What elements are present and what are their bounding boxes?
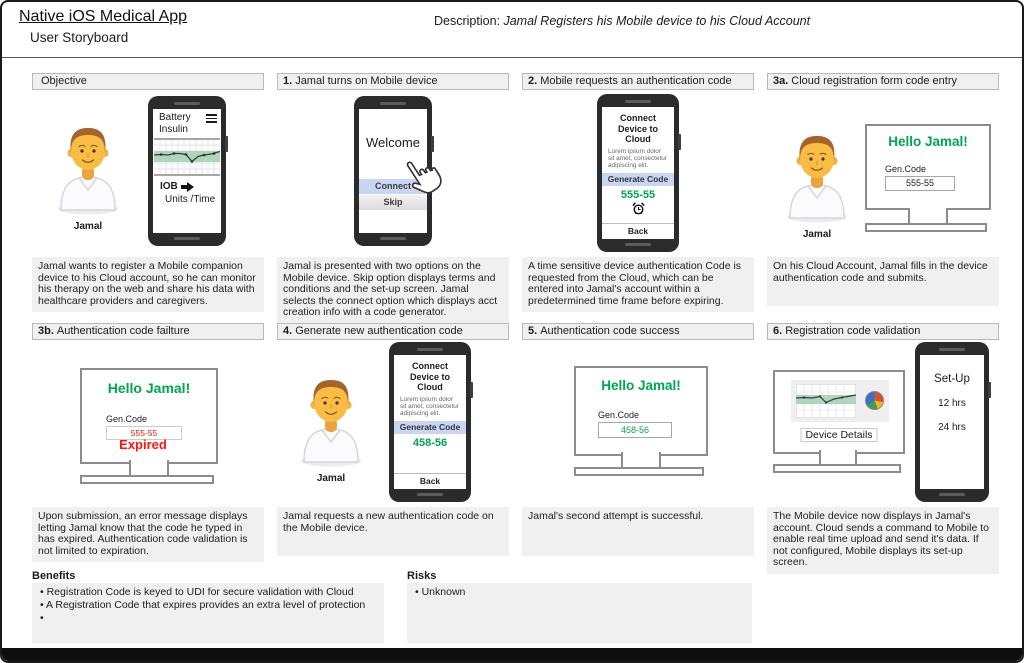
phone-screen <box>920 355 984 489</box>
panel-caption: Jamal wants to register a Mobile companion device to his Cloud account, so he can monitor his therapy on the web and share his data with healthcare providers and caregivers. <box>32 257 264 312</box>
panel-number: 5. <box>528 325 538 337</box>
monitor-base <box>773 464 901 473</box>
panel-caption: On his Cloud Account, Jamal fills in the device authentication code and submits. <box>767 257 999 306</box>
person-illustration <box>778 132 856 224</box>
generate-code-button[interactable]: Generate Code <box>602 173 674 186</box>
panel-art <box>277 342 509 507</box>
panel-4-new-code <box>277 323 509 556</box>
phone-side-button <box>225 136 228 152</box>
panel-title: Objective <box>41 75 87 87</box>
phone-screen <box>602 107 674 239</box>
connect-device-title: Connect Device to Cloud <box>617 113 659 144</box>
gen-code-label: Gen.Code <box>885 164 927 174</box>
back-button[interactable]: Back <box>602 223 674 239</box>
avatar-label: Jamal <box>802 229 832 240</box>
panel-title-bar <box>277 73 509 90</box>
cloud-monitor <box>80 368 218 464</box>
generate-code-button[interactable]: Generate Code <box>394 421 466 434</box>
monitor-base <box>80 475 214 484</box>
connect-device-title: Connect Device to Cloud <box>409 361 451 392</box>
alarm-clock-icon <box>632 202 645 215</box>
panel-title: Cloud registration form code entry <box>791 75 957 87</box>
insulin-trend-chart <box>154 138 220 176</box>
monitor-neck <box>621 452 661 467</box>
panel-caption: Jamal's second attempt is successful. <box>522 507 754 556</box>
benefits-box <box>32 583 384 643</box>
panel-art <box>32 342 264 507</box>
benefit-item: • Registration Code is keyed to UDI for secure validation with Cloud <box>40 586 354 598</box>
panel-caption: A time sensitive device authentication Code is requested from the Cloud, which can be entered into Jamal's account within a predetermined time frame before expiring. <box>522 257 754 312</box>
hello-greeting: Hello Jamal! <box>888 134 968 149</box>
auth-code-value: 555-55 <box>620 189 656 202</box>
setup-title: Set-Up <box>934 373 970 385</box>
description <box>434 14 810 28</box>
auth-code-value: 458-56 <box>412 437 448 450</box>
phone-screen <box>394 355 466 489</box>
mobile-device <box>389 342 471 502</box>
benefit-item: • <box>40 612 44 624</box>
panel-2-request-code <box>522 73 754 312</box>
footer-bar <box>2 648 1022 661</box>
gen-code-label: Gen.Code <box>106 414 148 424</box>
panel-3a-code-entry <box>767 73 999 306</box>
benefits-heading: Benefits <box>32 570 76 582</box>
panel-title: Authentication code failture <box>56 325 190 337</box>
panel-art <box>767 342 999 507</box>
welcome-title: Welcome <box>366 135 420 150</box>
monitor-base <box>574 467 704 476</box>
connect-button[interactable]: Connect <box>359 179 427 194</box>
avatar-jamal <box>289 376 373 484</box>
panel-number: 6. <box>773 325 783 337</box>
risks-heading: Risks <box>407 570 437 582</box>
phone-side-button <box>988 382 991 398</box>
menu-icon[interactable] <box>206 112 217 125</box>
cloud-monitor <box>574 366 708 456</box>
phone-side-button <box>470 382 473 398</box>
panel-number: 4. <box>283 325 293 337</box>
panel-art <box>767 92 999 257</box>
battery-label: Battery <box>159 112 191 123</box>
lorem-text: Lorem ipsum dolor sit amet, consectetur adipiscing elit. <box>608 147 667 169</box>
iob-label: IOB <box>160 181 178 192</box>
panel-art <box>522 92 754 257</box>
person-illustration <box>292 376 370 468</box>
back-button[interactable]: Back <box>394 473 466 489</box>
panel-title-bar <box>277 323 509 340</box>
mobile-device <box>915 342 989 502</box>
device-details-label[interactable]: Device Details <box>800 428 877 442</box>
panel-number: 3b. <box>38 325 54 337</box>
device-data-preview <box>791 380 889 422</box>
panel-title-bar <box>32 73 264 90</box>
panel-title: Jamal turns on Mobile device <box>295 75 438 87</box>
panel-5-code-success <box>522 323 754 556</box>
person-illustration <box>49 124 127 216</box>
avatar-label: Jamal <box>316 473 346 484</box>
expired-error: Expired <box>119 437 167 452</box>
mobile-device <box>597 94 679 252</box>
panel-6-code-validation <box>767 323 999 574</box>
panel-title: Mobile requests an authentication code <box>540 75 732 87</box>
code-input[interactable]: 555-55 <box>885 176 955 191</box>
phone-screen <box>153 109 221 233</box>
avatar-jamal <box>46 124 130 232</box>
monitor-neck <box>819 450 857 464</box>
description-text: Jamal Registers his Mobile device to his Cloud Account <box>503 14 811 28</box>
cloud-monitor <box>865 124 991 210</box>
panel-caption: Jamal requests a new authentication code on the Mobile device. <box>277 507 509 556</box>
monitor-base <box>865 223 987 232</box>
panel-art <box>277 92 509 257</box>
phone-side-button <box>678 134 681 150</box>
cloud-monitor <box>773 370 905 454</box>
panel-3b-code-failure <box>32 323 264 562</box>
header <box>2 2 1022 58</box>
panel-title-bar <box>32 323 264 340</box>
panel-caption: Upon submission, an error message displays letting Jamal know that the code he typed in has expired. Authentication code validation is not limited to expiration. <box>32 507 264 562</box>
units-label: Units /Time <box>165 194 216 205</box>
avatar-label: Jamal <box>73 221 103 232</box>
description-label: Description: <box>434 14 500 28</box>
pie-chart-icon <box>865 391 884 410</box>
panel-title: Registration code validation <box>785 325 921 337</box>
panel-title: Generate new authentication code <box>295 325 463 337</box>
panel-number: 1. <box>283 75 293 87</box>
panel-caption: The Mobile device now displays in Jamal's account. Cloud sends a command to Mobile to enable real time upload and send it's data. If not configured, Mobile displays its set-up screen. <box>767 507 999 574</box>
lorem-text: Lorem ipsum dolor sit amet, consectetur adipiscing elit. <box>400 395 459 417</box>
risks-box <box>407 583 752 643</box>
insulin-label: Insulin <box>159 123 188 135</box>
risk-item: • Unknown <box>415 586 466 598</box>
hello-greeting: Hello Jamal! <box>107 380 191 396</box>
monitor-neck <box>908 208 948 223</box>
benefit-item: • A Registration Code that expires provides an extra level of protection <box>40 599 366 611</box>
hello-greeting: Hello Jamal! <box>601 378 681 393</box>
monitor-neck <box>129 460 169 475</box>
skip-button[interactable]: Skip <box>359 195 427 210</box>
avatar-jamal <box>775 132 859 240</box>
panel-title: Authentication code success <box>540 325 680 337</box>
device-trend-chart <box>796 384 856 418</box>
code-input[interactable]: 458-56 <box>598 422 672 438</box>
setup-option-24hrs[interactable]: 24 hrs <box>938 422 966 433</box>
panel-objective <box>32 73 264 312</box>
mobile-device <box>148 96 226 246</box>
gen-code-label: Gen.Code <box>598 410 640 420</box>
panel-1-turn-on <box>277 73 509 324</box>
panel-title-bar <box>767 73 999 90</box>
panel-title-bar <box>767 323 999 340</box>
code-input[interactable]: 555-55 <box>106 426 182 440</box>
page-title: Native iOS Medical App <box>19 8 188 25</box>
setup-option-12hrs[interactable]: 12 hrs <box>938 398 966 409</box>
panel-title-bar <box>522 73 754 90</box>
arrow-right-icon <box>181 182 195 192</box>
panel-number: 3a. <box>773 75 789 87</box>
phone-side-button <box>431 136 434 152</box>
panel-title-bar <box>522 323 754 340</box>
panel-number: 2. <box>528 75 538 87</box>
panel-caption: Jamal is presented with two options on the Mobile device. Skip option displays terms and conditions and the set-up screen. Jamal selects the connect option which displays acct creation info with a code generator. <box>277 257 509 324</box>
panel-art <box>522 342 754 507</box>
page-subtitle: User Storyboard <box>30 30 129 45</box>
panel-art <box>32 92 264 257</box>
